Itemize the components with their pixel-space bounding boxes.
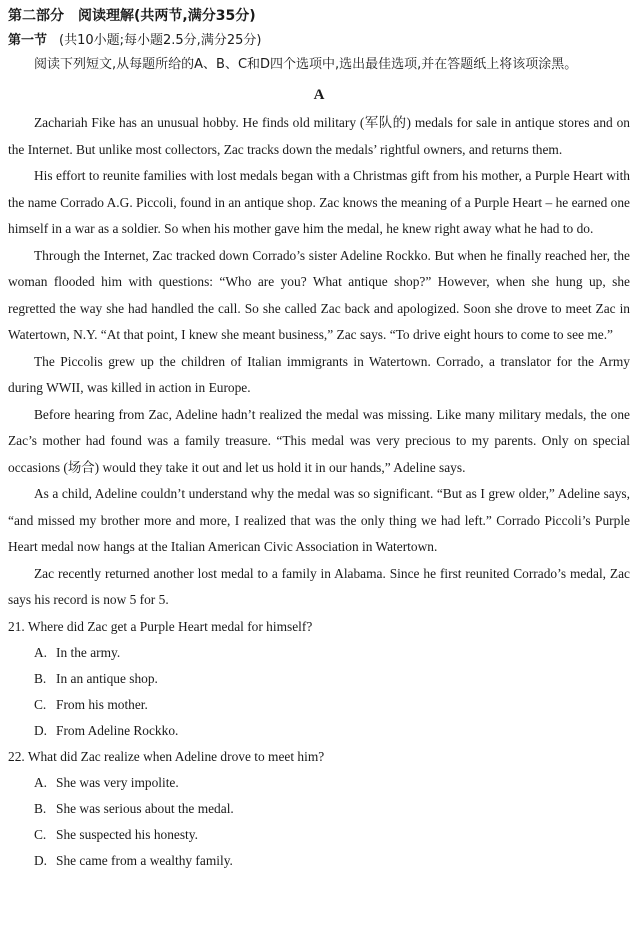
part-title: 第二部分: [8, 8, 64, 24]
passage-letter: A: [313, 87, 325, 103]
passage-paragraph: Before hearing from Zac, Adeline hadn’t realized the medal was missing. Like many military medals, the one Zac’s mother had found was a family treasure. “This medal was very precious to my parents. Only on special occasions (场合) would they take it out and let us hold it in our hands,” Adeline says.: [8, 406, 630, 475]
option-letter: D.: [34, 722, 48, 738]
option-letter: B.: [34, 800, 47, 816]
passage-paragraph: The Piccolis grew up the children of Italian immigrants in Watertown. Corrado, a translator for the Army during WWII, was killed in action in Europe.: [8, 353, 630, 395]
passage-paragraph: As a child, Adeline couldn’t understand why the medal was so significant. “But as I grew older,” Adeline says, “and missed my brother more and more, I realized that was the only thing we had left.” Corrado Piccoli’s Purple Heart medal now hangs at the Italian American Civic Association in Watertown.: [8, 486, 630, 554]
option-letter: C.: [34, 696, 47, 712]
section-info: (共10小题;每小题2.5分,满分25分): [59, 33, 262, 48]
passage-paragraph: Zac recently returned another lost medal to a family in Alabama. Since he first reunited Corrado’s medal, Zac says his record is now 5 for 5.: [8, 565, 630, 607]
passage-body: [8, 110, 630, 614]
question-stem: 22. What did Zac realize when Adeline drove to meet him?: [8, 748, 325, 764]
option-a[interactable]: [34, 640, 339, 666]
passage-paragraph: His effort to reunite families with lost medals began with a Christmas gift from his mother, a Purple Heart with the name Corrado A.G. Piccoli, found in an antique shop. Zac knows the meaning of a Purple Heart – he earned one himself in a war as a soldier. So when his mother gave him the medal, he knew right away what he had to do.: [8, 168, 630, 236]
option-letter: A.: [34, 774, 48, 790]
section-title: 第一节: [8, 33, 48, 48]
passage-paragraph: Through the Internet, Zac tracked down Corrado’s sister Adeline Rockko. But when he finally reached her, the woman flooded him with questions: “Who are you? What antique shop?” However, when she hung up, she regretted the way she had handled the call. So she called Zac back and apologized. Soon she drove to meet Zac in Watertown, N.Y. “At that point, I knew she meant business,” Zac says. “To drive eight hours to come to see me.”: [8, 247, 630, 342]
option-text: She came from a wealthy family.: [56, 852, 233, 868]
part-name: 阅读理解(共两节,满分35分): [78, 8, 256, 24]
option-text: She was very impolite.: [56, 774, 179, 790]
option-list: [8, 770, 630, 874]
option-d[interactable]: [34, 848, 339, 874]
option-text: She suspected his honesty.: [56, 826, 198, 842]
option-text: In an antique shop.: [56, 670, 158, 686]
option-letter: A.: [34, 644, 48, 660]
option-c[interactable]: [34, 692, 339, 718]
option-b[interactable]: [34, 666, 339, 692]
option-list: [8, 640, 630, 744]
option-c[interactable]: [34, 822, 339, 848]
option-letter: B.: [34, 670, 47, 686]
option-text: In the army.: [56, 644, 121, 660]
option-letter: C.: [34, 826, 47, 842]
option-text: From Adeline Rockko.: [56, 722, 179, 738]
passage-paragraph: Zachariah Fike has an unusual hobby. He finds old military (军队的) medals for sale in antique stores and on the Internet. But unlike most collectors, Zac tracks down the medals’ rightful owners, and returns them.: [8, 115, 630, 157]
part-header: [8, 6, 630, 26]
question-21: [8, 614, 630, 744]
question-stem: 21. Where did Zac get a Purple Heart medal for himself?: [8, 618, 313, 634]
option-d[interactable]: [34, 718, 339, 744]
option-letter: D.: [34, 852, 48, 868]
section-header: [8, 30, 630, 52]
option-text: She was serious about the medal.: [56, 800, 234, 816]
option-a[interactable]: [34, 770, 339, 796]
option-b[interactable]: [34, 796, 339, 822]
instructions: 阅读下列短文,从每题所给的A、B、C和D四个选项中,选出最佳选项,并在答题纸上将该项涂黑。: [34, 57, 578, 72]
option-text: From his mother.: [56, 696, 148, 712]
question-22: [8, 744, 630, 874]
